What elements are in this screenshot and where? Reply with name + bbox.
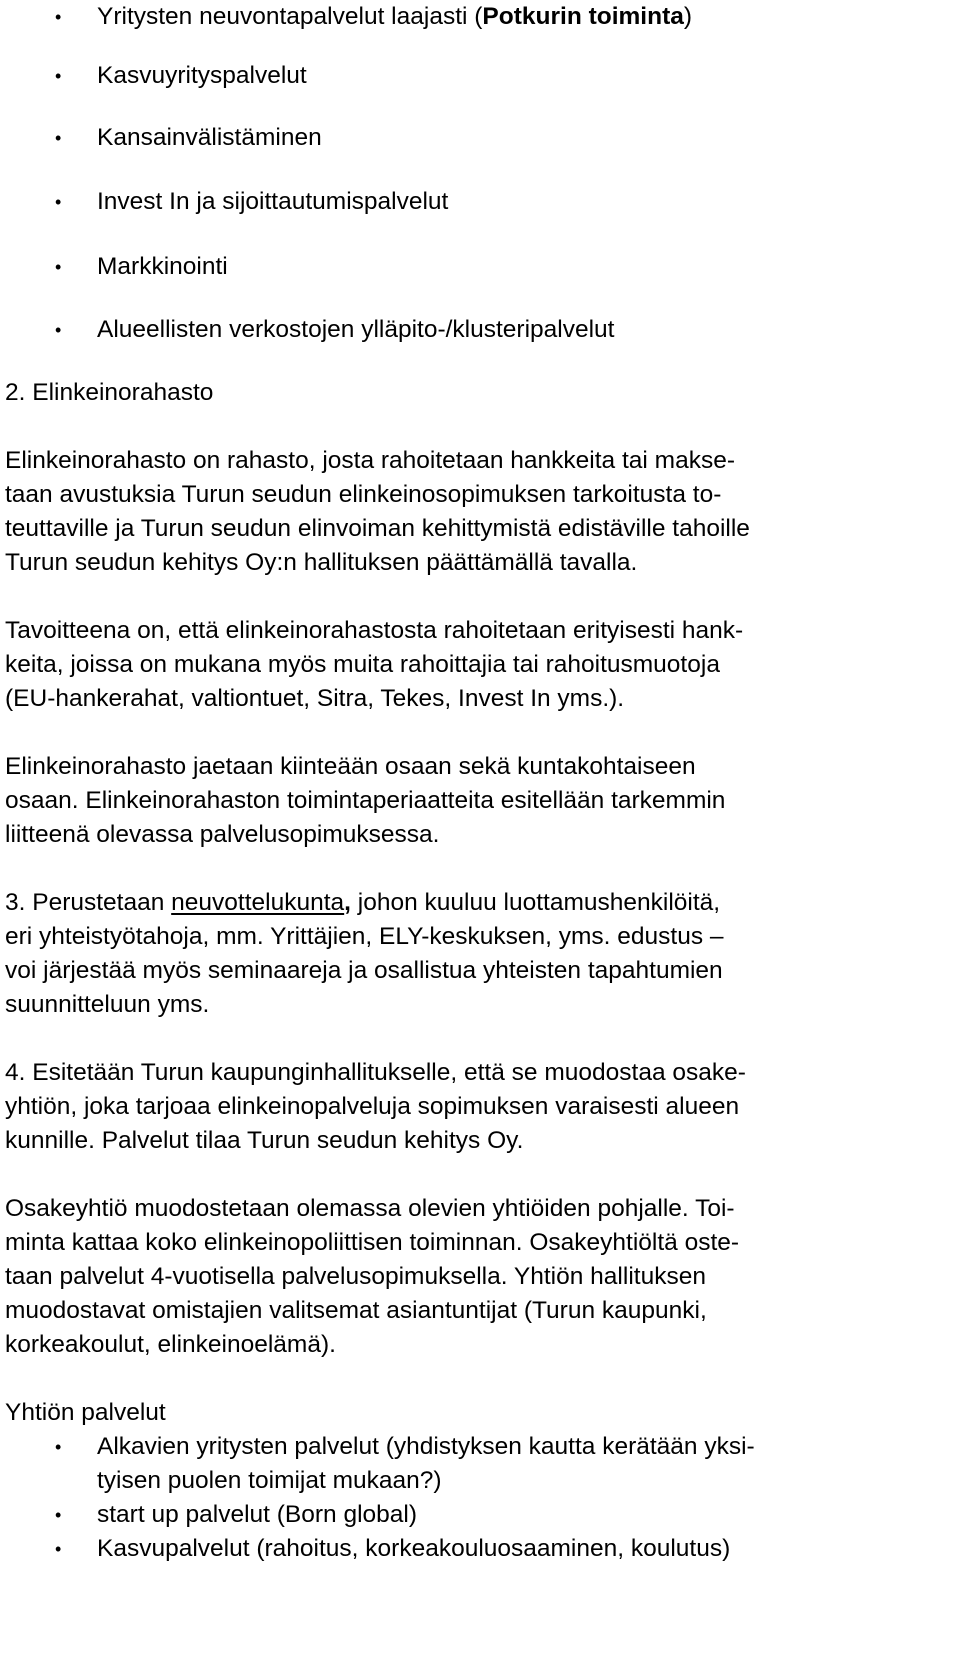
text-line: Osakeyhtiö muodostetaan olemassa olevien yhtiöiden pohjalle. Toi- [5, 1195, 735, 1222]
text-line: Tavoitteena on, että elinkeinorahastosta rahoitetaan erityisesti hank- [5, 617, 744, 644]
list-item: Yritysten neuvontapalvelut laajasti (Potkurin toiminta) [97, 3, 693, 30]
list-item-continuation: tyisen puolen toimijat mukaan?) [97, 1467, 442, 1494]
text-line: korkeakoulut, elinkeinoelämä). [5, 1331, 336, 1358]
text-line: (EU-hankerahat, valtiontuet, Sitra, Tekes, Invest In yms.). [5, 685, 625, 712]
list-item: Invest In ja sijoittautumispalvelut [97, 188, 449, 215]
text-line: osaan. Elinkeinorahaston toimintaperiaatteita esitellään tarkemmin [5, 787, 726, 814]
text-line: minta kattaa koko elinkeinopoliittisen toiminnan. Osakeyhtiöltä oste- [5, 1229, 740, 1256]
text-line: keita, joissa on mukana myös muita rahoittajia tai rahoitusmuotoja [5, 651, 720, 678]
bullet-icon: • [55, 320, 62, 340]
text-line: eri yhteistyötahoja, mm. Yrittäjien, ELY-keskuksen, yms. edustus – [5, 923, 724, 950]
list-item: Kasvuyrityspalvelut [97, 62, 307, 89]
text-line: 3. Perustetaan neuvottelukunta, johon kuuluu luottamushenkilöitä, [5, 889, 721, 916]
bullet-icon: • [55, 66, 62, 86]
list-item: Kansainvälistäminen [97, 124, 322, 151]
text-line: taan avustuksia Turun seudun elinkeinosopimuksen tarkoitusta to- [5, 481, 722, 508]
text-line: taan palvelut 4-vuotisella palvelusopimuksella. Yhtiön hallituksen [5, 1263, 706, 1290]
bullet-icon: • [55, 1505, 62, 1525]
text-line: muodostavat omistajien valitsemat asiantuntijat (Turun kaupunki, [5, 1297, 707, 1324]
section-2-heading: 2. Elinkeinorahasto [5, 379, 214, 406]
bullet-icon: • [55, 128, 62, 148]
services-heading: Yhtiön palvelut [5, 1399, 166, 1426]
list-item: Markkinointi [97, 253, 228, 280]
text-line: teuttaville ja Turun seudun elinvoiman kehittymistä edistäville tahoille [5, 515, 750, 542]
list-item: Alueellisten verkostojen ylläpito-/klusteripalvelut [97, 316, 615, 343]
bullet-icon: • [55, 192, 62, 212]
text-line: suunnitteluun yms. [5, 991, 210, 1018]
text-line: yhtiön, joka tarjoaa elinkeinopalveluja sopimuksen varaisesti alueen [5, 1093, 740, 1120]
list-item: Kasvupalvelut (rahoitus, korkeakouluosaaminen, koulutus) [97, 1535, 731, 1562]
list-item: start up palvelut (Born global) [97, 1501, 418, 1528]
bullet-icon: • [55, 1437, 62, 1457]
list-item: Alkavien yritysten palvelut (yhdistyksen kautta kerätään yksi- [97, 1433, 755, 1460]
text-line: Elinkeinorahasto jaetaan kiinteään osaan sekä kuntakohtaiseen [5, 753, 696, 780]
text-line: kunnille. Palvelut tilaa Turun seudun kehitys Oy. [5, 1127, 524, 1154]
text-line: liitteenä olevassa palvelusopimuksessa. [5, 821, 440, 848]
text-line: Turun seudun kehitys Oy:n hallituksen päättämällä tavalla. [5, 549, 638, 576]
text-line: 4. Esitetään Turun kaupunginhallitukselle, että se muodostaa osake- [5, 1059, 746, 1086]
text-line: voi järjestää myös seminaareja ja osallistua yhteisten tapahtumien [5, 957, 723, 984]
bullet-icon: • [55, 7, 62, 27]
neuvottelukunta-term: neuvottelukunta [171, 889, 345, 916]
text-line: Elinkeinorahasto on rahasto, josta rahoitetaan hankkeita tai makse- [5, 447, 735, 474]
bullet-icon: • [55, 257, 62, 277]
bullet-icon: • [55, 1539, 62, 1559]
